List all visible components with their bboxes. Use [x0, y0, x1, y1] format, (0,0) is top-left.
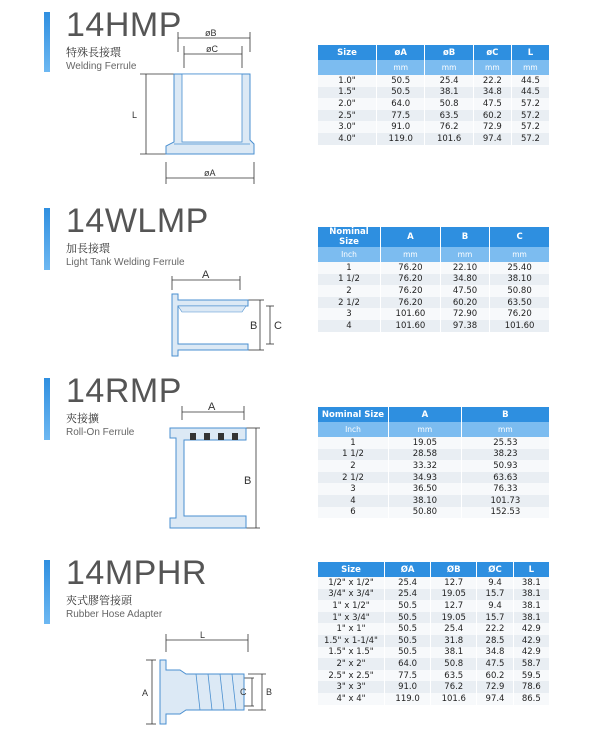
table-cell: 1.0" [318, 75, 377, 87]
table-cell: 63.63 [461, 472, 549, 484]
table-cell: 50.5 [385, 612, 431, 624]
dim-b-label: øB [205, 28, 217, 38]
table-cell: 2 1/2 [318, 297, 381, 309]
table-cell: 4" x 4" [318, 693, 385, 705]
table-cell: 50.5 [385, 635, 431, 647]
table-cell: 72.9 [477, 681, 513, 693]
table-cell: 2 1/2 [318, 472, 389, 484]
product-name-en: Welding Ferrule [66, 61, 137, 72]
table-row [318, 110, 550, 122]
table-cell: 1" x 3/4" [318, 612, 385, 624]
table-cell: 31.8 [431, 635, 477, 647]
table-cell: 101.60 [381, 308, 441, 320]
table-row [318, 87, 550, 99]
table-cell: 2.5" x 2.5" [318, 670, 385, 682]
unit-header: mm [490, 247, 550, 262]
table-cell: 1 1/2 [318, 274, 381, 286]
product-name-zh: 加長接環 [66, 242, 110, 255]
table-cell: 2 [318, 460, 389, 472]
table-row [318, 577, 550, 589]
table-cell: 25.4 [385, 589, 431, 601]
table-cell: 47.5 [477, 658, 513, 670]
column-header: øC [473, 45, 511, 60]
table-cell: 1 1/2 [318, 449, 389, 461]
table-row [318, 285, 550, 297]
table-cell: 3" x 3" [318, 681, 385, 693]
table-cell: 2.5" [318, 110, 377, 122]
table-row [318, 75, 550, 87]
roll-on-ferrule-drawing [160, 400, 280, 540]
table-cell: 76.20 [490, 308, 550, 320]
column-header: A [389, 407, 462, 422]
column-header: Size [318, 45, 377, 60]
table-cell: 86.5 [513, 693, 549, 705]
table-cell: 50.80 [490, 285, 550, 297]
unit-header: mm [425, 60, 473, 75]
table-cell: 34.8 [477, 647, 513, 659]
table-cell: 50.5 [377, 75, 425, 87]
accent-bar [44, 208, 50, 270]
table-cell: 76.20 [381, 262, 441, 274]
table-cell: 91.0 [385, 681, 431, 693]
tank-ferrule-drawing [160, 270, 310, 370]
table-cell: 1.5" x 1.5" [318, 647, 385, 659]
column-header: C [490, 227, 550, 247]
table-row [318, 449, 550, 461]
section-14wlmp [0, 200, 600, 370]
table-cell: 76.33 [461, 483, 549, 495]
column-header: ØA [385, 562, 431, 577]
column-header: ØB [431, 562, 477, 577]
product-name-en: Rubber Hose Adapter [66, 609, 163, 620]
table-row [318, 472, 550, 484]
product-code: 14MPHR [66, 554, 207, 592]
unit-header: Inch [318, 247, 381, 262]
table-row [318, 483, 550, 495]
table-cell: 38.1 [513, 577, 549, 589]
section-14rmp [0, 370, 600, 550]
unit-header: Inch [318, 422, 389, 437]
table-cell: 76.2 [431, 681, 477, 693]
table-row [318, 612, 550, 624]
column-header: B [461, 407, 549, 422]
table-row [318, 460, 550, 472]
table-cell: 50.93 [461, 460, 549, 472]
table-row [318, 121, 550, 133]
table-cell: 60.2 [477, 670, 513, 682]
table-cell: 15.7 [477, 612, 513, 624]
dim-a-label: A [208, 401, 216, 413]
accent-bar [44, 378, 50, 440]
table-cell: 38.1 [513, 600, 549, 612]
table-cell: 58.7 [513, 658, 549, 670]
table-cell: 50.8 [425, 98, 473, 110]
dim-b-label: B [250, 320, 258, 332]
dim-l-label: L [200, 630, 206, 640]
hose-adapter-drawing [140, 630, 280, 740]
table-cell: 119.0 [377, 133, 425, 145]
table-cell: 25.4 [385, 577, 431, 589]
table-cell: 50.5 [377, 87, 425, 99]
table-cell: 38.10 [490, 274, 550, 286]
unit-header: mm [473, 60, 511, 75]
spec-table-14wlmp [318, 227, 550, 332]
table-cell: 22.2 [473, 75, 511, 87]
accent-bar [44, 560, 50, 624]
column-header: L [513, 562, 549, 577]
product-code: 14RMP [66, 372, 182, 410]
section-14mphr [0, 550, 600, 739]
table-cell: 50.5 [385, 600, 431, 612]
table-cell: 50.5 [385, 647, 431, 659]
table-cell: 38.1 [513, 589, 549, 601]
table-cell: 1/2" x 1/2" [318, 577, 385, 589]
table-cell: 19.05 [431, 612, 477, 624]
table-cell: 3 [318, 483, 389, 495]
table-cell: 57.2 [511, 110, 549, 122]
table-row [318, 635, 550, 647]
product-name-zh: 特殊長接環 [66, 46, 121, 59]
dim-a-label: A [142, 688, 149, 698]
table-cell: 63.50 [490, 297, 550, 309]
table-cell: 57.2 [511, 98, 549, 110]
section-14hmp [0, 0, 600, 200]
table-cell: 22.10 [440, 262, 489, 274]
spec-table-14hmp [318, 45, 550, 145]
table-cell: 19.05 [431, 589, 477, 601]
table-cell: 4 [318, 495, 389, 507]
table-cell: 91.0 [377, 121, 425, 133]
table-cell: 12.7 [431, 600, 477, 612]
table-cell: 9.4 [477, 577, 513, 589]
spec-table-14mphr [318, 562, 550, 705]
table-cell: 76.20 [381, 297, 441, 309]
table-row [318, 600, 550, 612]
table-row [318, 693, 550, 705]
table-row [318, 681, 550, 693]
table-cell: 50.5 [385, 623, 431, 635]
table-cell: 63.5 [425, 110, 473, 122]
table-row [318, 437, 550, 449]
table-cell: 28.5 [477, 635, 513, 647]
table-cell: 3.0" [318, 121, 377, 133]
table-cell: 64.0 [385, 658, 431, 670]
table-cell: 36.50 [389, 483, 462, 495]
column-header: B [440, 227, 489, 247]
table-cell: 42.9 [513, 635, 549, 647]
table-cell: 101.73 [461, 495, 549, 507]
table-cell: 9.4 [477, 600, 513, 612]
table-cell: 59.5 [513, 670, 549, 682]
table-cell: 28.58 [389, 449, 462, 461]
table-cell: 47.50 [440, 285, 489, 297]
table-cell: 25.40 [490, 262, 550, 274]
table-cell: 119.0 [385, 693, 431, 705]
table-cell: 76.20 [381, 285, 441, 297]
dim-b-label: B [266, 687, 273, 697]
table-cell: 50.80 [389, 507, 462, 519]
table-row [318, 274, 550, 286]
unit-header: mm [389, 422, 462, 437]
table-cell: 34.8 [473, 87, 511, 99]
table-cell: 4.0" [318, 133, 377, 145]
table-cell: 63.5 [431, 670, 477, 682]
dim-l-label: L [132, 110, 138, 120]
dim-c-label: C [274, 320, 282, 332]
dim-b-label: B [244, 475, 252, 487]
table-cell: 2 [318, 285, 381, 297]
table-cell: 47.5 [473, 98, 511, 110]
table-row [318, 647, 550, 659]
table-cell: 97.4 [477, 693, 513, 705]
table-row [318, 320, 550, 332]
table-cell: 34.80 [440, 274, 489, 286]
table-row [318, 262, 550, 274]
table-cell: 34.93 [389, 472, 462, 484]
table-cell: 77.5 [377, 110, 425, 122]
table-cell: 12.7 [431, 577, 477, 589]
column-header: Nominal Size [318, 407, 389, 422]
table-row [318, 495, 550, 507]
dim-c-label: C [240, 687, 247, 697]
table-cell: 97.38 [440, 320, 489, 332]
column-header: A [381, 227, 441, 247]
table-cell: 3 [318, 308, 381, 320]
table-cell: 38.10 [389, 495, 462, 507]
table-row [318, 589, 550, 601]
column-header: øB [425, 45, 473, 60]
table-cell: 77.5 [385, 670, 431, 682]
dim-a-label: øA [204, 168, 216, 178]
product-name-zh: 夾式膠管接頭 [66, 594, 132, 607]
column-header: øA [377, 45, 425, 60]
table-cell: 22.2 [477, 623, 513, 635]
unit-header: mm [440, 247, 489, 262]
table-cell: 25.4 [431, 623, 477, 635]
table-cell: 60.2 [473, 110, 511, 122]
table-cell: 25.4 [425, 75, 473, 87]
table-row [318, 308, 550, 320]
table-row [318, 658, 550, 670]
table-cell: 38.1 [513, 612, 549, 624]
unit-header: mm [461, 422, 549, 437]
accent-bar [44, 12, 50, 72]
table-cell: 76.20 [381, 274, 441, 286]
table-cell: 38.23 [461, 449, 549, 461]
table-cell: 97.4 [473, 133, 511, 145]
column-header: L [511, 45, 549, 60]
table-cell: 1" x 1" [318, 623, 385, 635]
table-cell: 101.6 [425, 133, 473, 145]
table-cell: 15.7 [477, 589, 513, 601]
product-name-en: Light Tank Welding Ferrule [66, 257, 185, 268]
table-cell: 2" x 2" [318, 658, 385, 670]
table-cell: 101.60 [490, 320, 550, 332]
table-cell: 42.9 [513, 647, 549, 659]
table-cell: 42.9 [513, 623, 549, 635]
column-header: ØC [477, 562, 513, 577]
product-code: 14HMP [66, 6, 182, 44]
table-cell: 19.05 [389, 437, 462, 449]
table-cell: 1" x 1/2" [318, 600, 385, 612]
table-row [318, 297, 550, 309]
unit-header: mm [511, 60, 549, 75]
dim-a-label: A [202, 270, 210, 281]
product-name-en: Roll-On Ferrule [66, 427, 135, 438]
table-cell: 78.6 [513, 681, 549, 693]
table-cell: 101.6 [431, 693, 477, 705]
table-row [318, 623, 550, 635]
table-cell: 72.9 [473, 121, 511, 133]
table-cell: 44.5 [511, 87, 549, 99]
table-cell: 101.60 [381, 320, 441, 332]
table-cell: 1.5" x 1-1/4" [318, 635, 385, 647]
table-cell: 1 [318, 262, 381, 274]
table-cell: 3/4" x 3/4" [318, 589, 385, 601]
table-cell: 2.0" [318, 98, 377, 110]
product-name-zh: 夾接擴 [66, 412, 99, 425]
unit-header [318, 60, 377, 75]
unit-header: mm [377, 60, 425, 75]
table-cell: 50.8 [431, 658, 477, 670]
table-cell: 1 [318, 437, 389, 449]
column-header: Size [318, 562, 385, 577]
spec-table-14rmp [318, 407, 550, 518]
table-row [318, 507, 550, 519]
table-cell: 76.2 [425, 121, 473, 133]
product-code: 14WLMP [66, 202, 209, 240]
column-header: Nominal Size [318, 227, 381, 247]
table-cell: 57.2 [511, 121, 549, 133]
table-cell: 38.1 [425, 87, 473, 99]
table-cell: 57.2 [511, 133, 549, 145]
table-cell: 44.5 [511, 75, 549, 87]
dim-c-label: øC [206, 44, 218, 54]
table-cell: 33.32 [389, 460, 462, 472]
table-cell: 38.1 [431, 647, 477, 659]
table-cell: 152.53 [461, 507, 549, 519]
table-row [318, 133, 550, 145]
unit-header: mm [381, 247, 441, 262]
ferrule-drawing [130, 28, 290, 188]
table-cell: 1.5" [318, 87, 377, 99]
table-row [318, 98, 550, 110]
table-cell: 60.20 [440, 297, 489, 309]
table-row [318, 670, 550, 682]
table-cell: 6 [318, 507, 389, 519]
table-cell: 25.53 [461, 437, 549, 449]
table-cell: 64.0 [377, 98, 425, 110]
table-cell: 72.90 [440, 308, 489, 320]
table-cell: 4 [318, 320, 381, 332]
